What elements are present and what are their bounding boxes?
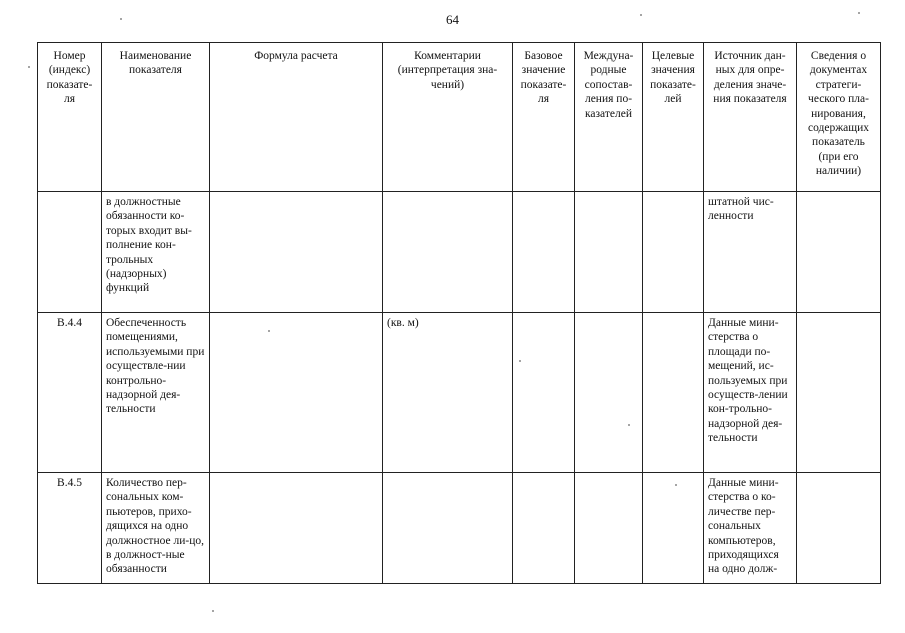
header-data-source: Источник дан-ных для опре-деления значе-ния показателя	[704, 43, 797, 192]
cell-international	[575, 313, 643, 473]
cell-comment	[383, 473, 513, 584]
scan-speck	[640, 14, 642, 16]
header-planning-docs: Сведения о документах стратеги-ческого пла-нирования, содержащих показатель (при его наличии)	[797, 43, 881, 192]
cell-formula	[210, 192, 383, 313]
header-formula: Формула расчета	[210, 43, 383, 192]
cell-base-value	[513, 313, 575, 473]
cell-name: в должностные обязанности ко-торых входит вы-полнение кон-трольных (надзорных) функций	[102, 192, 210, 313]
table-row	[38, 192, 881, 313]
scan-speck	[858, 12, 860, 14]
cell-formula	[210, 313, 383, 473]
scan-speck	[212, 610, 214, 612]
table-row	[38, 313, 881, 473]
header-index: Номер (индекс) показате-ля	[38, 43, 102, 192]
header-name: Наименование показателя	[102, 43, 210, 192]
cell-planning-docs	[797, 192, 881, 313]
scan-speck	[268, 330, 270, 332]
table-header-row	[38, 43, 881, 192]
indicators-table	[37, 42, 881, 584]
cell-index: В.4.4	[38, 313, 102, 473]
cell-base-value	[513, 473, 575, 584]
cell-planning-docs	[797, 473, 881, 584]
cell-target-values	[643, 473, 704, 584]
scan-speck	[628, 424, 630, 426]
cell-data-source: штатной чис-ленности	[704, 192, 797, 313]
scan-speck	[675, 484, 677, 486]
cell-name: Обеспеченность помещениями, используемыми при осуществле-нии контрольно-надзорной дея-тельности	[102, 313, 210, 473]
header-target-values: Целевые значения показате-лей	[643, 43, 704, 192]
scan-speck	[28, 66, 30, 68]
cell-international	[575, 473, 643, 584]
cell-target-values	[643, 192, 704, 313]
cell-index: В.4.5	[38, 473, 102, 584]
table-row	[38, 473, 881, 584]
cell-formula	[210, 473, 383, 584]
cell-data-source: Данные мини-стерства о площади по-мещений, ис-пользуемых при осуществ-лении кон-трольно-надзорной дея-тельности	[704, 313, 797, 473]
cell-comment: (кв. м)	[383, 313, 513, 473]
cell-data-source: Данные мини-стерства о ко-личестве пер-сональных компьютеров, приходящихся на одно долж-	[704, 473, 797, 584]
cell-international	[575, 192, 643, 313]
header-base-value: Базовое значение показате-ля	[513, 43, 575, 192]
header-comment: Комментарии (интерпретация зна-чений)	[383, 43, 513, 192]
cell-planning-docs	[797, 313, 881, 473]
cell-base-value	[513, 192, 575, 313]
cell-target-values	[643, 313, 704, 473]
scan-speck	[519, 360, 521, 362]
header-international: Междуна-родные сопостав-ления по-казателей	[575, 43, 643, 192]
scan-speck	[120, 18, 122, 20]
cell-name: Количество пер-сональных ком-пьютеров, прихо-дящихся на одно должностное ли-цо, в должност-ные обязанности	[102, 473, 210, 584]
cell-index	[38, 192, 102, 313]
cell-comment	[383, 192, 513, 313]
page-number: 64	[446, 12, 459, 27]
